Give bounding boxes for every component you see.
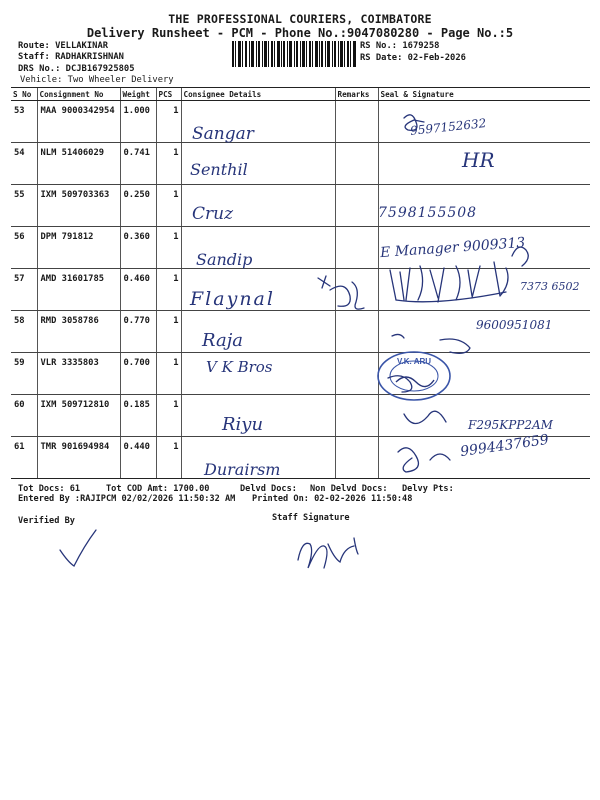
cell-sno: 54 bbox=[11, 143, 37, 185]
cell-weight: 0.770 bbox=[120, 311, 156, 353]
handwritten-consignee: Cruz bbox=[192, 204, 234, 224]
cell-weight: 0.185 bbox=[120, 395, 156, 437]
cell-weight: 0.440 bbox=[120, 437, 156, 479]
staff-label: Staff: RADHAKRISHNAN bbox=[18, 52, 124, 62]
cell-consignment: VLR 3335803 bbox=[37, 353, 120, 395]
handwritten-seal: E Manager 9009313 bbox=[379, 234, 526, 262]
handwritten-consignee: Sandip bbox=[196, 250, 253, 269]
cell-consignment: AMD 31601785 bbox=[37, 269, 120, 311]
cell-pcs: 1 bbox=[156, 353, 181, 395]
cell-pcs: 1 bbox=[156, 101, 181, 143]
cell-weight: 0.741 bbox=[120, 143, 156, 185]
cell-pcs: 1 bbox=[156, 437, 181, 479]
col-remarks: Remarks bbox=[335, 88, 378, 101]
col-consignee: Consignee Details bbox=[181, 88, 335, 101]
cell-sno: 55 bbox=[11, 185, 37, 227]
staff-signature-label: Staff Signature bbox=[272, 513, 350, 523]
verified-by-label: Verified By bbox=[18, 516, 75, 526]
cell-consignment: IXM 509703363 bbox=[37, 185, 120, 227]
col-seal-signature: Seal & Signature bbox=[378, 88, 590, 101]
handwritten-consignee: Sangar bbox=[192, 124, 254, 144]
cell-consignment: NLM 51406029 bbox=[37, 143, 120, 185]
cell-weight: 1.000 bbox=[120, 101, 156, 143]
total-cod-amount: Tot COD Amt: 1700.00 bbox=[106, 484, 210, 494]
handwritten-consignee: Senthil bbox=[190, 160, 248, 179]
cell-pcs: 1 bbox=[156, 227, 181, 269]
handwritten-seal: F295KPP2AM bbox=[468, 418, 553, 432]
drs-number: DRS No.: DCJB167925805 bbox=[18, 64, 135, 74]
handwritten-seal: 9600951081 bbox=[476, 318, 553, 332]
col-sno: S No bbox=[11, 88, 37, 101]
cell-weight: 0.460 bbox=[120, 269, 156, 311]
handwritten-seal: 9597152632 bbox=[409, 116, 487, 138]
rs-date: RS Date: 02-Feb-2026 bbox=[360, 53, 466, 63]
col-consignment: Consignment No bbox=[37, 88, 120, 101]
runsheet-subtitle: Delivery Runsheet - PCM - Phone No.:9047080280 - Page No.:5 bbox=[86, 26, 514, 40]
cell-sno: 61 bbox=[11, 437, 37, 479]
cell-sno: 53 bbox=[11, 101, 37, 143]
cell-sno: 59 bbox=[11, 353, 37, 395]
cell-consignment: DPM 791812 bbox=[37, 227, 120, 269]
route-label: Route: VELLAKINAR bbox=[18, 41, 109, 51]
col-pcs: PCS bbox=[156, 88, 181, 101]
handwritten-seal: 9994437659 bbox=[459, 431, 550, 461]
handwritten-seal: 7598155508 bbox=[378, 205, 478, 221]
handwritten-seal: HR bbox=[462, 148, 495, 172]
cell-sno: 58 bbox=[11, 311, 37, 353]
handwritten-seal: 7373 6502 bbox=[520, 280, 580, 293]
cell-consignment: RMD 3058786 bbox=[37, 311, 120, 353]
cell-weight: 0.700 bbox=[120, 353, 156, 395]
cell-consignment: TMR 901694984 bbox=[37, 437, 120, 479]
company-title: THE PROFESSIONAL COURIERS, COIMBATORE bbox=[168, 12, 432, 26]
rs-number: RS No.: 1679258 bbox=[360, 41, 440, 51]
handwritten-consignee: Flaynal bbox=[190, 288, 275, 310]
handwritten-consignee: V K Bros bbox=[206, 358, 273, 376]
cell-sno: 60 bbox=[11, 395, 37, 437]
cell-weight: 0.250 bbox=[120, 185, 156, 227]
handwritten-consignee: Riyu bbox=[222, 414, 264, 435]
cell-pcs: 1 bbox=[156, 395, 181, 437]
col-weight: Weight bbox=[120, 88, 156, 101]
cell-sno: 56 bbox=[11, 227, 37, 269]
cell-weight: 0.360 bbox=[120, 227, 156, 269]
cell-pcs: 1 bbox=[156, 143, 181, 185]
cell-sno: 57 bbox=[11, 269, 37, 311]
cell-pcs: 1 bbox=[156, 269, 181, 311]
total-docs: Tot Docs: 61 bbox=[18, 484, 81, 494]
delivered-docs: Delvd Docs: bbox=[240, 484, 297, 494]
delivery-points: Delvy Pts: bbox=[402, 484, 454, 494]
printed-on: Printed On: 02-02-2026 11:50:48 bbox=[252, 494, 413, 504]
non-delivered-docs: Non Delvd Docs: bbox=[310, 484, 388, 494]
cell-consignment: IXM 509712810 bbox=[37, 395, 120, 437]
vehicle-label: Vehicle: Two Wheeler Delivery bbox=[20, 75, 174, 85]
entered-by: Entered By :RAJIPCM 02/02/2026 11:50:32 AM bbox=[18, 494, 236, 504]
cell-pcs: 1 bbox=[156, 185, 181, 227]
cell-pcs: 1 bbox=[156, 311, 181, 353]
handwritten-consignee: Raja bbox=[202, 330, 244, 351]
handwritten-consignee: Durairsm bbox=[204, 460, 281, 479]
cell-consignment: MAA 9000342954 bbox=[37, 101, 120, 143]
stamp-text: V.K. ARU bbox=[396, 357, 432, 366]
